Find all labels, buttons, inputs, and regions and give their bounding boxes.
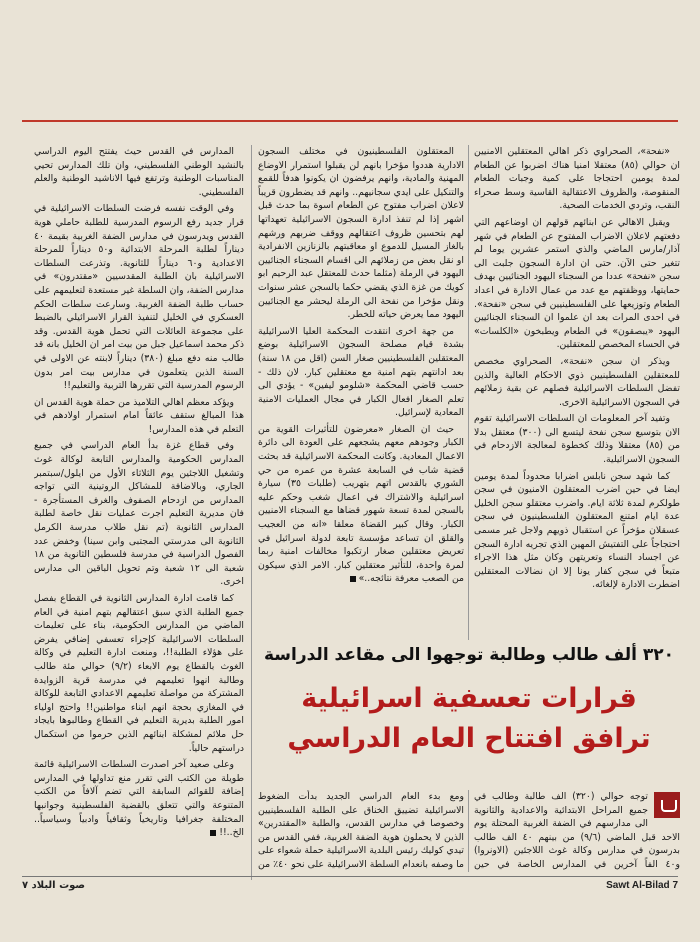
end-mark-icon [210,830,216,836]
magazine-logo-icon [654,792,680,818]
paragraph: وعلى صعيد آخر اصدرت السلطات الاسرائيلية قائمة طويلة من الكتب التي تقرر منع تداولها في المدارس إضافة للقوائم السابقة التي تضم آلافاً من الكتب المتنوعة والتي تتعلق بالقضية الفلسطينية وجوانبها المختلفة جغرافيا وتاريخياً وثقافياً وادبياً وسياسياً.. الخ..!! [34,759,244,839]
article-headline: قرارات تعسفية اسرائيلية [301,683,637,714]
paragraph: المعتقلون الفلسطينيون في مختلف السجون الادارية هددوا مؤخرا بانهم لن يقبلوا استمرار الاوضاع المهنية والمادية، وانهم يرفضون ان يكونوا هدفاً للقمع والتنكيل على ايدي سجانيهم.. وانهم قد يضطرون قريباً لاعلان اضراب مفتوح عن الطعام اسوة بما حدث قبل اشهر إذا لم تنفذ ادارة السجون الاسرائيلية تعهداتها لهم بتحسين ظروف اعتقالهم ووقف ضربهم ورشهم بالغاز المسيل للدموع او معاقبتهم بالزنازين الانفرادية او نقل بعض من زملائهم الى اقسام السجناء الجنائيين اليهود في الرملة (مثلما حدث للمعتقل عبد الرحيم ابو كويك من غزة الذي يقضي حكما بالسجن عشر سنوات ونقل مؤخرا من نفحة الى الرملة ليحشر مع الجنائيين اليهود مما يعرض حياته للخطر. [258,146,464,321]
paragraph: من جهة اخرى انتقدت المحكمة العليا الاسرائيلية بشدة قيام مصلحة السجون الاسرائيلية بوضع المعتقلين الفلسطينيين صغار السن (اقل من ١٨ سنة) بعد ادانتهم بتهم امنية مع معتقلين كبار. لان ذلك - حسب قاضي المحكمة «شلومو ليفين» - يؤدي الى تعلم الصغار افعال الكبار في مجال العمليات الامنية المعادية لإسرائيل. [258,325,464,419]
paragraph: وفي الوقت نفسه فرضت السلطات الاسرائيلية في قرار جديد رفع الرسوم المدرسية للطلبة حاملي هوية القدس ويدرسون في مدارس الضفة الغربية بقيمة ٤٠ ديناراً لطلبة المرحلة الابتدائية و٥٠ ديناراً للمرحلة الاعدادية و٦٠ ديناراً للثانوية. وتذرعت السلطات الاسرائيلية بان الطلبة المقدسيين «مقتدرون» في مدارس الضفة، وان السلطة غير مستعدة لتعليمهم على حساب طلبة الضفة الغربية. وسارعت سلطات الحكم العسكري في الخليل لتنفيذ القرار الاسرائيلي بالضبط على مجموعة العائلات التي تحمل هوية القدس. وقد ذكر محمد اسماعيل جبل من بيت امر ان الخليل بانه قد طالب منه دفع مبلغ (٣٨٠) ديناراً لابنته عن الاولى في السنة الذين يتعلمون في مدارس بيت امر بدون الرسوم المدرسية التي تقررها التربية والتعليم!! [34,203,244,392]
column-divider [251,145,252,880]
paragraph: كما شهد سجن نابلس اضرابا محدوداً لمدة يومين ايضا في حين اضرب المعتقلون الامنيون في سجن طولكرم لمدة ثلاثة ايام. واضرب معتقلو سجن الخليل عدة ايام امتنع المعتقلون الفلسطينيون في سجن عسقلان مؤخراً عن استقبال ذويهم ولاجل غير مسمى احتجاجاً على التفتيش المهين الذي تجريه ادارة السجن عن اجساد النساء وتعريتهن وكان مثل هذا الاجراء متبعاً في سجن كفار يونا إلا ان نضالات المعتقلين اضطرت الادارة لإلغائه. [474,470,680,591]
article-intro-right [474,790,680,872]
page-number-ar: ٧ [22,880,29,891]
paragraph: ويذكر ان سجن «نفحة»، الصحراوي مخصص للمعتقلين الفلسطينيين ذوي الاحكام العالية والذين تفضل السلطات الاسرائيلية فصلهم عن بقية زملائهم في السجون الاسرائيلية الاخرى. [474,355,680,408]
paragraph: ويؤكد معظم اهالي التلاميذ من حملة هوية القدس ان هذا المبالغ ستقف عائقاً امام استمرار اولادهم في التعلم في هذه المدارس! [34,396,244,435]
footer-publication-ar [22,880,85,891]
end-mark-icon [350,576,356,582]
paragraph: حيث ان الصغار «معرضون للتأثيرات القوية من الكبار وجودهم معهم يشجعهم على العودة الى دائرة الاعمال المعادية. وكانت المحكمة الاسرائيلية قد بحثت قضية شاب في السابعة عشرة من عمره من حي الشوري بالقدس اتهم بتهريب (طلبات ٣٥) سيارة اسرائيلية والاشتراك في اعمال شغب وحكم عليه بالسجن لمدة تسعة شهور قضاها مع السجناء الامنيين الكبار. وقال كبير القضاة معلقا «انه من العجيب والقلق ان تساعد مؤسسة تابعة لدولة اسرائيل في تعريض معتقلين صغار ارتكبوا مخالفات امنية ربما لمرة واحدة، للتأثير معتقلين كبار. الامر الذي سيكون من الصعب معرفة نتائجه..» [258,423,464,585]
paragraph: المدارس في القدس حيث يفتتح اليوم الدراسي بالنشيد الوطني الفلسطيني، وان تلك المدارس تحيي المناسبات الوطنية وترتفع فيها الاناشيد الوطنية والعلم الفلسطيني. [34,146,244,198]
page-number: 7 [672,880,678,891]
column-divider [468,145,469,640]
column-divider [468,790,469,872]
paragraph: كما قامت ادارة المدارس الثانوية في القطاع بفصل جميع الطلبة الذي سبق اعتقالهم بتهم امنية في العام الماضي من المدارس الحكومية، بناء على تعليمات السلطات الاسرائيلية كإجراء تعسفي إضافي يفرض على هؤلاء الطلبة!!، ومنعت ادارة التعليم في وكالة الغوث بالقطاع يوم الابعاء (٩/٢) حوالي مئة طالب وطالبة انهوا تعليمهم في مدرسة قرية الزوايدة المشتركة من مواصلة تعليمهم الاعدادي التابعة للوكالة في المغازي بحجة انهم ابناء مواطنين!! واحتج اولياء امور الطلبة بديرية التعليم في القطاع وطالبوها بايجاد حل ملائم لمشكلة ابنائهم الذين حرموا من استكمال دراستهم حالياً. [34,593,244,754]
left-column [34,145,244,880]
article-intro-middle [258,790,464,872]
page-footer [22,880,678,898]
paragraph: وتفيد آخر المعلومات ان السلطات الاسرائيلية تقوم الان بتوسيع سجن نفحة ليتسع الى (٣٠٠) معتقل بدلا من (٨٥) معتقلا وذلك كخطوة لمعالجة الازدحام في السجون الاسرائيلية. [474,413,680,466]
middle-column [258,145,464,640]
top-divider-rule [22,120,678,122]
right-column [474,145,680,640]
publication-name-ar: صوت البلاد [31,880,86,891]
paragraph: توجه حوالي (٣٢٠) الف طالبة وطالب في جميع المراحل الابتدائية والاعدادية والثانوية الى مدارسهم في الضفة الغربية المحتلة يوم الاحد قبل الماضي (٩/٦) من بينهم ٤٠ الف طالب بدرسون في مدارس وكالة غوث اللاجئين (الاونروا) و٤٠ الفاً آخرين في المدارس الخاصة في حين [474,791,680,870]
article-kicker: ٣٢٠ ألف طالب وطالبة توجهوا الى مقاعد الدراسة [263,645,675,665]
article-subheadline: ترافق افتتاح العام الدراسي [287,723,651,754]
paragraph: وفي قطاع غزة بدأ العام الدراسي في جميع المدارس الحكومية والمدارس التابعة لوكالة غوث وتشغيل اللاجئين يوم الثلاثاء الأول من ايلول/سبتمبر الجاري، وبالاضافة للمشاكل الروتينية التي تواجه المدارس من ازدحام الصفوف والغرف المستأجرة - فان مديرية التعليم اجرت عمليات نقل خاصة لطلبة المدارس الثانوية (تم نقل طلاب مدرسة الكرمل الثانوية الى مدرستي المجتبى وابن سينا) وخفض عدد الفصول الدراسية في مدرسة فلسطين الثانوية من ١٨ شعبة الى ١٢ شعبة وتم تحويل الباقين الى مدارس اخرى. [34,440,244,588]
publication-name: Sawt Al-Bilad [606,880,670,891]
footer-publication-en [606,880,678,891]
article-headline-block [258,643,680,768]
paragraph: «نفحة»، الصحراوي ذكر اهالي المعتقلين الامنيين ان حوالي (٨٥) معتقلا امنيا هناك اضربوا عن الطعام لمدة يومين احتجاجا على كمية وجبات الطعام المنقوصة، والظروف الاعتقالية القاسية وسط صحراء النقب، وتردي الخدمات الصحية. [474,146,680,212]
paragraph: ويقبل الاهالي عن ابنائهم قولهم ان اوضاعهم التي دفعتهم لاعلان الاضراب المفتوح عن الطعام في شهر آذار/مارس الماضي والذي استمر عشرين يوما لم تتغير حتى الآن. حتى ان ادارة السجون جلبت الى سجن «نفحة» عددا من السجناء اليهود الجنائيين بهدف حمايتها، ووظفتهم مع عدد من عمال الادارة في اعداد الطعام وتوزيعها على الفلسطينيين في سجن «نفحة». في احدى المرات بعد ان علموا ان السجناء الجنائيين اليهود «يبصقون» في الطعام ويطبخون «الكلسات» في الحساء المخصص للمعتقلين. [474,216,680,351]
footer-rule [22,876,678,877]
paragraph: ومع بدء العام الدراسي الجديد بدأت الضغوط الاسرائيلية تضييق الخناق على الطلبة الفلسطينيين وخصوصا في مدارس القدس، والطلبة «المقتدرين» الذين لا يحملون هوية الضفة الغربية، ففي القدس من تيدي كوليك رئيس البلدية الاسرائيلية حملة شعواء على ما وصفه بانعدام السلطة الاسرائيلية على نحو ٤٠٪ من [258,791,464,870]
